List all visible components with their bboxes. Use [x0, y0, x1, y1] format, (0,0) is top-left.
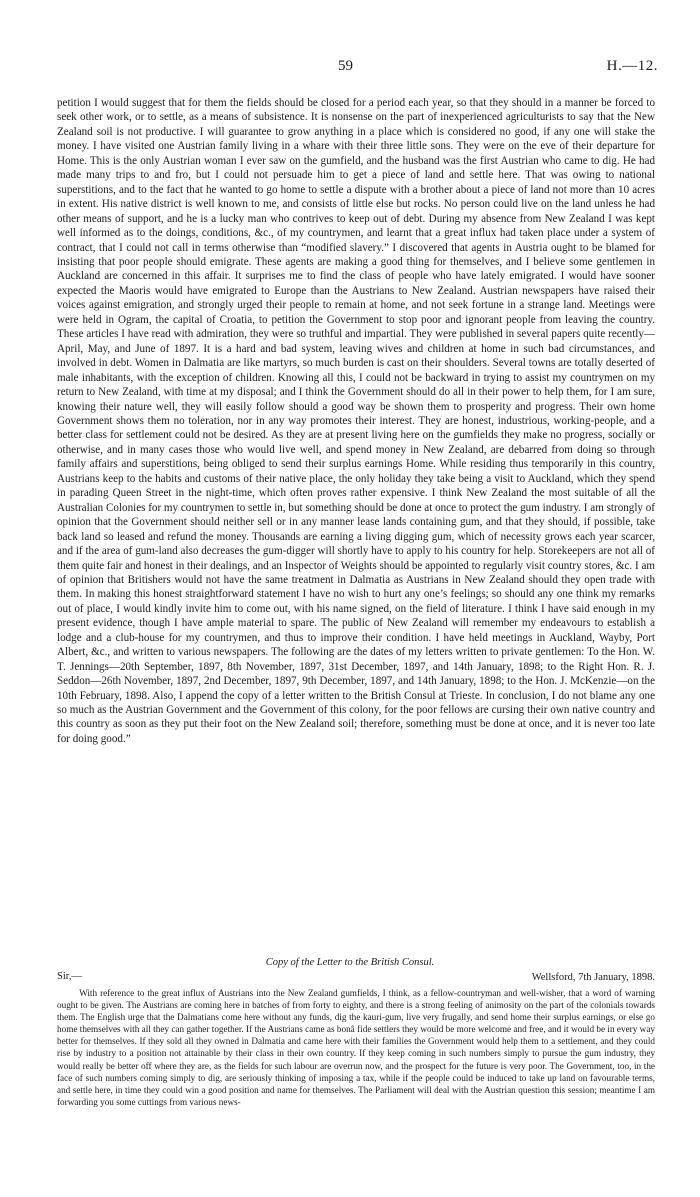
letter-body: With reference to the great influx of Austrians into the New Zealand gumfields, I think, as a fellow-countryman and well-wisher, that a word of warning ought to be given. The Austrians are coming here in batches of from forty to eighty, and there is a strong feeling of animosity on the part of the colonials towards them. The English urge that the Dalmatians come here without any funds, dig the kauri-gum, live very frugally, and send home their surplus earnings, or else go home themselves with all they can gather together. If the Austrians came as bonâ fide settlers they would be more welcome and free, and it would be in every way better for themselves. If they sold all they owned in Dalmatia and came here with their families the Government would help them to a settlement, and they could rise by industry to a position not attainable by their class in their own country. If they keep coming in such numbers simply to pursue the gum industry, they would really be better off where they are, as the fields for such labour are overrun now, and the prospect for the future is very poor. The Government, too, in the face of such numbers coming simply to dig, are seriously thinking of imposing a tax, while if the people could be induced to take up land on favourable terms, and settle here, in time they could win a good position and name for themselves. The Parliament will deal with the Austrian question this session; meantime I am forwarding you some cuttings from various news-	[57, 988, 655, 1107]
page-number: 59	[338, 58, 353, 74]
letter-title: Copy of the Letter to the British Consul.	[265, 957, 435, 968]
document-reference: H.—12.	[606, 58, 658, 74]
letter-salutation: Sir,—	[57, 971, 82, 982]
page-header	[0, 58, 700, 78]
evidence-paragraph: petition I would suggest that for them the fields should be closed for a period each year, so that they should in a manner be forced to seek other work, or to settle, as a means of subsistence. It is nonsense on the part of inexperienced agriculturists to say that the New Zealand soil is not productive. I will guarantee to grow anything in a place which is considered no good, if any one will stake the money. I have visited one Austrian family living in a whare with their three little sons. They were on the eve of their departure for Home. This is the only Austrian woman I ever saw on the gumfield, and the husband was the first Austrian who came to dig. He had made many trips to and fro, but I could not persuade him to get a piece of land and settle here. That was owing to national superstitions, and to the fact that he wanted to go home to settle a dispute with a brother about a piece of land not more than 10 acres in extent. His native district is well known to me, and consists of little else but rocks. No person could live on the land unless he had other means of support, and he is a lucky man who contrives to keep out of debt. During my absence from New Zealand I was kept well informed as to the doings, conditions, &c., of my countrymen, and learnt that a great influx had taken place under a system of contract, that I could not call in terms otherwise than “modified slavery.” I discovered that agents in Austria ought to be blamed for insisting that poor people should emigrate. These agents are making a good thing for themselves, and I believe some gentlemen in Auckland are concerned in this affair. It surprises me to find the class of people who have lately emigrated. I would have sooner expected the Maoris would have emigrated to Europe than the Austrians to New Zealand. Austrian newspapers have raised their voices against emigration, and strongly urged their people to remain at home, and not seek fortune in a strange land. Meetings were were held in Ogram, the capital of Croatia, to petition the Government to stop poor and ignorant people from leaving the country. These articles I have read with admiration, they were so truthful and impartial. They were published in several papers quite recently—April, May, and June of 1897. It is a hard and bad system, leaving wives and children at home in such bad circumstances, and involved in debt. Women in Dalmatia are like martyrs, so much burden is cast on their shoulders. Several towns are totally deserted of male inhabitants, with the exception of children. Knowing all this, I could not be backward in trying to assist my countrymen on my return to New Zealand, with time at my disposal; and I think the Government should do all in their power to help them, for I am sure, knowing their nature well, they will easily follow should a good way be shown them to prosperity and progress. Their own home Government shows them no toleration, nor in any way promotes their interest. They are honest, industrious, working-people, and a better class for settlement could not be desired. As they are at present living here on the gumfields they make no progress, socially or otherwise, and in many cases those who would live well, and spend money in New Zealand, are debarred from doing so through family affairs and superstitions, being obliged to send their surplus earnings Home. While residing thus temporarily in this country, Austrians keep to the habits and customs of their native place, the only holiday they take being a visit to Auckland, which they spend in parading Queen Street in the night-time, which often proves rather expensive. I think New Zealand the most suitable of all the Australian Colonies for my countrymen to settle in, but something should be done at once to protect the gum industry. I am strongly of opinion that the Government should neither sell or in any manner lease lands containing gum, and that they should, if possible, take back land so leased and refund the money. Thousands are earning a living digging gum, which of necessity grows each year scarcer, and if the area of gum-land also decreases the gum-digger will shortly have to apply to his country for help. Storekeepers are not all of them quite fair and honest in their dealings, and an Inspector of Weights should be appointed to regularly visit country stores, &c. I am of opinion that Britishers would not have the same treatment in Dalmatia as Austrians in New Zealand should they open trade with them. In making this honest straightforward statement I have no wish to hurt any one’s feelings; so should any one think my remarks out of place, I would kindly invite him to come out, with his name signed, on the field of literature. I think I have said enough in my present evidence, though I have ample material to spare. The public of New Zealand will remember my endeavours to establish a lodge and a club-house for my countrymen, and thus to improve their condition. I have held meetings in Auckland, Wayby, Port Albert, &c., and written to various newspapers. The following are the dates of my letters written to private gentlemen: To the Hon. W. T. Jennings—20th September, 1897, 8th November, 1897, 31st December, 1897, and 14th January, 1898; to the Right Hon. R. J. Seddon—26th November, 1897, 2nd December, 1897, 9th December, 1897, and 14th January, 1898; to the Hon. J. McKenzie—on the 10th February, 1898. Also, I append the copy of a letter written to the British Consul at Trieste. In conclusion, I do not blame any one so much as the Austrian Government and the Government of this colony, for the poor fellows are cursing their own native country and this country as soon as they put their foot on the New Zealand soil; therefore, something must be done at once, and it is never too late for doing good.”	[57, 97, 655, 745]
letter-date: Wellsford, 7th January, 1898.	[531, 972, 655, 983]
